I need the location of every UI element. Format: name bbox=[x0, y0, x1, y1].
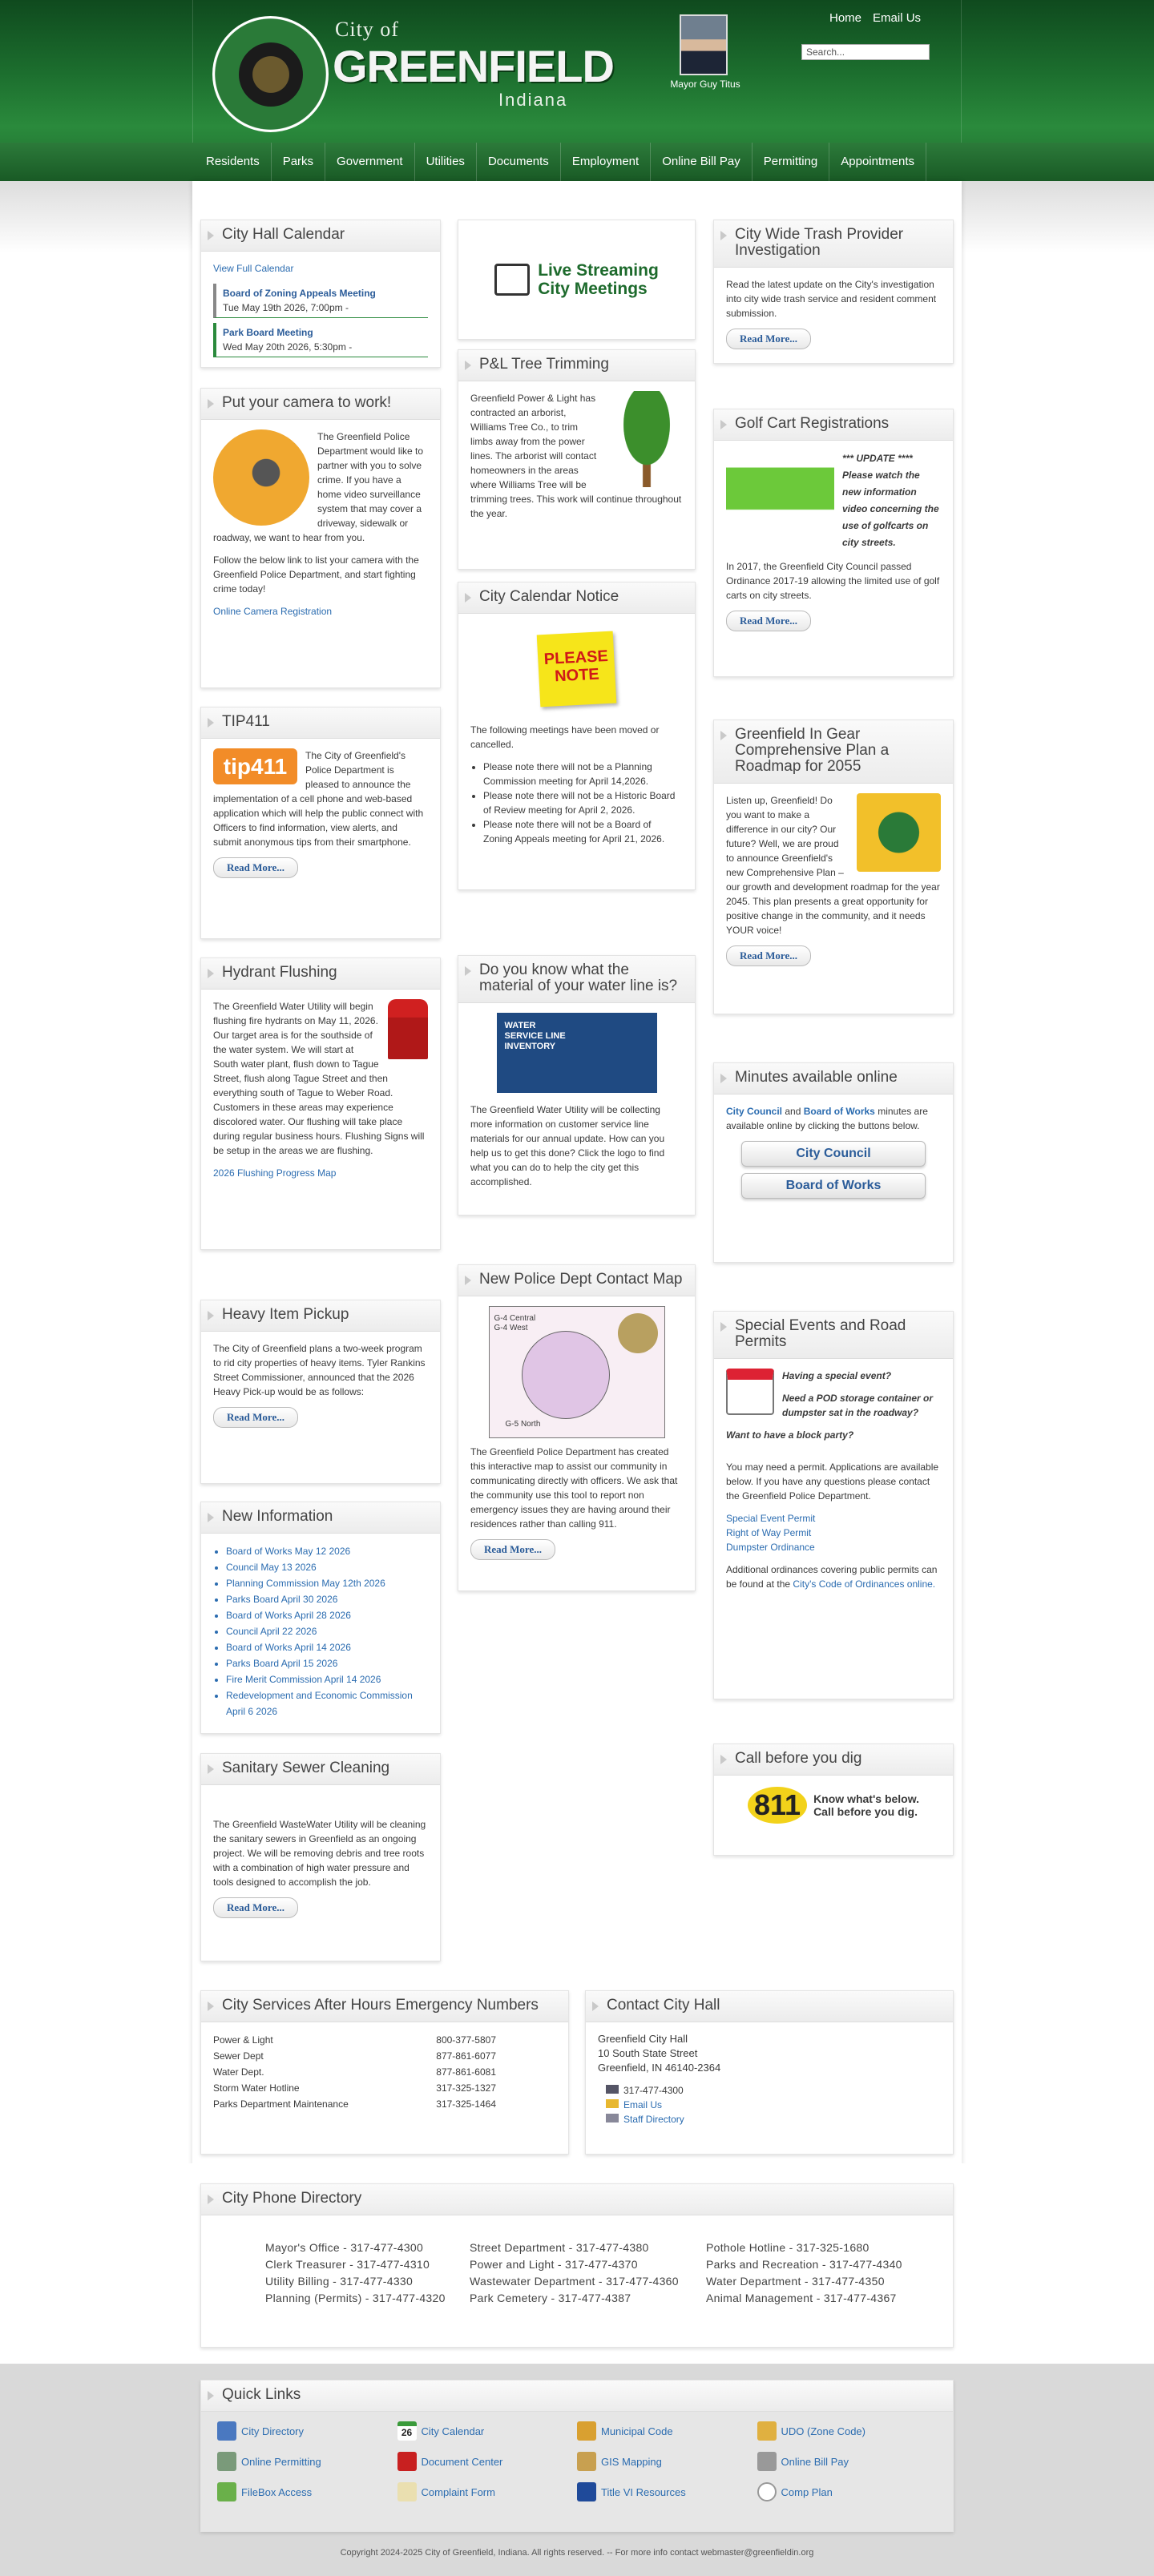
service-phone: 317-325-1464 bbox=[436, 2098, 496, 2110]
nav-parks[interactable]: Parks bbox=[272, 143, 325, 181]
calendar-notice-title: City Calendar Notice bbox=[458, 583, 695, 614]
right-of-way-permit-link[interactable]: Right of Way Permit bbox=[726, 1527, 812, 1538]
nav-online-bill-pay[interactable]: Online Bill Pay bbox=[651, 143, 753, 181]
new-info-item[interactable]: • Council May 13 2026 bbox=[226, 1559, 428, 1575]
quick-link-label: Municipal Code bbox=[601, 2425, 673, 2437]
gavel-icon bbox=[757, 2421, 777, 2441]
emergency-panel bbox=[200, 1990, 569, 2155]
service-name: Power & Light bbox=[213, 2034, 273, 2046]
quick-link-label: Online Permitting bbox=[241, 2455, 321, 2468]
directory-entry: Mayor's Office - 317-477-4300 bbox=[265, 2241, 424, 2254]
events-text: You may need a permit. Applications are available below. If you have any questions please contact the Greenfield Police Department. bbox=[726, 1461, 939, 1502]
city-name: GREENFIELD bbox=[333, 41, 614, 91]
read-more-button[interactable]: Read More... bbox=[213, 1897, 298, 1918]
main-content bbox=[192, 181, 962, 2168]
security-camera-icon bbox=[213, 429, 309, 526]
nav-documents[interactable]: Documents bbox=[477, 143, 561, 181]
service-name: Water Dept. bbox=[213, 2066, 264, 2078]
tip411-logo: tip411 bbox=[213, 748, 297, 784]
police-badge-icon bbox=[618, 1313, 658, 1353]
contact-panel bbox=[585, 1990, 954, 2155]
email-us-link[interactable]: Email Us bbox=[873, 11, 922, 25]
minutes-title: Minutes available online bbox=[714, 1063, 953, 1094]
quick-link-label: Complaint Form bbox=[421, 2485, 495, 2498]
contact-email-link[interactable]: Email Us bbox=[623, 2099, 663, 2110]
contact-address: Greenfield, IN 46140-2364 bbox=[598, 2062, 721, 2074]
police-map-panel bbox=[458, 1264, 696, 1591]
directory-entry: Parks and Recreation - 317-477-4340 bbox=[706, 2258, 902, 2271]
hydrant-panel bbox=[200, 957, 441, 1250]
map-zone bbox=[522, 1331, 610, 1419]
greenfield-in-gear-logo bbox=[857, 793, 941, 872]
minutes-panel bbox=[713, 1062, 954, 1263]
comp-plan-text: Listen up, Greenfield! Do you want to make a difference in our city? Our future? Well, we are proud to announce Greenfield's new Comprehensive Plan – our growth and development roadmap for the year 2045. This plan presents a great opportunity for positive change in the community, and it needs YOUR voice! bbox=[726, 795, 940, 936]
water-service-line-logo[interactable] bbox=[497, 1013, 657, 1093]
board-of-works-link[interactable]: Board of Works bbox=[803, 1106, 875, 1117]
logo-text: WATER bbox=[504, 1021, 536, 1030]
event-question: Need a POD storage container or dumpster sat in the roadway? bbox=[782, 1393, 934, 1418]
call-811-title: Call before you dig bbox=[714, 1744, 953, 1776]
bill-pay-icon bbox=[757, 2452, 777, 2471]
nav-appointments[interactable]: Appointments bbox=[829, 143, 926, 181]
read-more-button[interactable]: Read More... bbox=[726, 945, 811, 966]
quick-link-city-directory[interactable] bbox=[217, 2421, 397, 2441]
emergency-title: City Services After Hours Emergency Numbers bbox=[201, 1991, 568, 2022]
new-info-item[interactable]: • Fire Merit Commission April 14 2026 bbox=[226, 1671, 428, 1687]
directory-panel bbox=[200, 2183, 954, 2348]
quick-link-gis-mapping[interactable] bbox=[577, 2452, 757, 2471]
tree-trimming-panel bbox=[458, 349, 696, 570]
call-811-logo[interactable] bbox=[714, 1776, 953, 1824]
quick-link-label: City Directory bbox=[241, 2425, 305, 2437]
quick-link-complaint-form[interactable] bbox=[397, 2482, 578, 2501]
stream-line2: City Meetings bbox=[538, 280, 648, 298]
heavy-item-panel bbox=[200, 1300, 441, 1484]
camera-text-2: Follow the below link to list your camera with the Greenfield Police Department, and start fighting crime today! bbox=[213, 554, 419, 595]
directory-icon bbox=[217, 2421, 236, 2441]
call-811-panel bbox=[713, 1744, 954, 1856]
staff-icon bbox=[606, 2114, 619, 2122]
event-date: Wed May 20th 2026, 5:30pm - bbox=[223, 341, 353, 353]
quick-link-label: GIS Mapping bbox=[601, 2455, 662, 2468]
state-name: Indiana bbox=[498, 90, 568, 110]
quick-link-label: City Calendar bbox=[421, 2425, 485, 2437]
quick-link-label: FileBox Access bbox=[241, 2485, 313, 2498]
logo-text: INVENTORY bbox=[504, 1042, 556, 1051]
new-info-title: New Information bbox=[201, 1502, 440, 1534]
directory-entry: Street Department - 317-477-4380 bbox=[470, 2241, 649, 2254]
emergency-row bbox=[213, 2032, 496, 2048]
service-name: Parks Department Maintenance bbox=[213, 2098, 349, 2110]
contact-name: Greenfield City Hall bbox=[598, 2033, 688, 2045]
service-name: Storm Water Hotline bbox=[213, 2082, 300, 2094]
emergency-row bbox=[213, 2096, 496, 2112]
main-nav bbox=[0, 143, 1154, 181]
notice-item: • Please note there will not be a Historic Board of Review meeting for April 2, 2026. bbox=[483, 788, 683, 817]
calendar-event[interactable] bbox=[213, 284, 428, 318]
mayor-caption: Mayor Guy Titus bbox=[670, 79, 740, 90]
police-map-image[interactable] bbox=[489, 1306, 665, 1438]
directory-title: City Phone Directory bbox=[201, 2184, 953, 2215]
directory-entry: Water Department - 317-477-4350 bbox=[706, 2275, 885, 2288]
golf-cart-panel bbox=[713, 409, 954, 677]
directory-entry: Power and Light - 317-477-4370 bbox=[470, 2258, 638, 2271]
calendar-icon bbox=[726, 1369, 774, 1415]
sewer-text: The Greenfield WasteWater Utility will be cleaning the sanitary sewers in Greenfield as an ongoing project. We will be removing debris and tree roots with a combination of high water pressure and tools designed to accomplish the job. bbox=[213, 1819, 426, 1888]
trash-panel bbox=[713, 220, 954, 364]
811-text: Call before you dig. bbox=[813, 1805, 918, 1818]
camera-title: Put your camera to work! bbox=[201, 389, 440, 420]
golf-cart-icon bbox=[726, 450, 834, 534]
contact-title: Contact City Hall bbox=[586, 1991, 953, 2022]
quick-links-panel bbox=[200, 2380, 954, 2532]
quick-link-label: Comp Plan bbox=[781, 2485, 833, 2498]
trash-title: City Wide Trash Provider Investigation bbox=[714, 220, 953, 268]
sewer-panel bbox=[200, 1753, 441, 1961]
comp-plan-panel bbox=[713, 720, 954, 1014]
tip411-panel bbox=[200, 707, 441, 939]
read-more-button[interactable]: Read More... bbox=[726, 329, 811, 349]
new-info-item[interactable]: • Redevelopment and Economic Commission April 6 2026 bbox=[226, 1687, 428, 1719]
seal-center bbox=[239, 42, 303, 107]
directory-entry: Pothole Hotline - 317-325-1680 bbox=[706, 2241, 870, 2254]
minutes-text: minutes are available online by clicking the buttons below. bbox=[726, 1106, 928, 1131]
read-more-button[interactable]: Read More... bbox=[213, 857, 298, 878]
service-phone: 800-377-5807 bbox=[436, 2034, 496, 2046]
special-events-panel bbox=[713, 1311, 954, 1699]
staff-directory-link[interactable]: Staff Directory bbox=[623, 2114, 684, 2125]
quick-link-label: Title VI Resources bbox=[601, 2485, 686, 2498]
search-input[interactable]: Search... bbox=[801, 44, 930, 60]
tree-trimming-text: Greenfield Power & Light has contracted an arborist, Williams Tree Co., to trim limbs away from the power lines. The arborist will contact homeowners in the areas where Williams Tree will be trimming trees. This work will continue throughout the year. bbox=[470, 393, 682, 519]
city-of-label: City of bbox=[335, 18, 399, 41]
quick-link-online-bill-pay[interactable] bbox=[757, 2452, 938, 2471]
calendar-icon: 26 bbox=[397, 2421, 417, 2441]
camera-text: The Greenfield Police Department would like to partner with you to solve crime. If you have a home video surveillance system that may cover a driveway, sidewalk or roadway, we want to hear from you. bbox=[213, 431, 424, 543]
calendar-notice-panel bbox=[458, 582, 696, 890]
minutes-text: and bbox=[785, 1106, 801, 1117]
new-info-item[interactable]: • Parks Board April 15 2026 bbox=[226, 1655, 428, 1671]
read-more-button[interactable]: Read More... bbox=[726, 611, 811, 631]
notice-item: • Please note there will not be a Board of Zoning Appeals meeting for April 21, 2026. bbox=[483, 817, 683, 846]
live-stream-panel[interactable] bbox=[458, 220, 696, 340]
directory-entry: Wastewater Department - 317-477-4360 bbox=[470, 2275, 679, 2288]
filebox-icon bbox=[217, 2482, 236, 2501]
city-seal-logo[interactable] bbox=[212, 16, 329, 132]
calendar-title: City Hall Calendar bbox=[201, 220, 440, 252]
quick-link-document-center[interactable] bbox=[397, 2452, 578, 2471]
quick-link-label: Document Center bbox=[421, 2455, 503, 2468]
quick-link-city-calendar[interactable] bbox=[397, 2421, 578, 2441]
heavy-item-text: The City of Greenfield plans a two-week program to rid city properties of heavy items. Tyler Rankins Street Commissioner, announced that the 2026 Heavy Pick-up would be as follows: bbox=[213, 1343, 426, 1397]
stream-line1: Live Streaming bbox=[538, 261, 659, 280]
camera-panel bbox=[200, 388, 441, 688]
directory-entry: Park Cemetery - 317-477-4387 bbox=[470, 2292, 631, 2304]
nav-permitting[interactable]: Permitting bbox=[753, 143, 830, 181]
golf-update-text: *** UPDATE **** Please watch the new information video concerning the use of golfcarts on city streets. bbox=[842, 453, 939, 548]
new-info-item[interactable]: • Parks Board April 30 2026 bbox=[226, 1591, 428, 1607]
police-map-title: New Police Dept Contact Map bbox=[458, 1265, 695, 1296]
emergency-row bbox=[213, 2080, 496, 2096]
dumpster-ordinance-link[interactable]: Dumpster Ordinance bbox=[726, 1542, 815, 1553]
calendar-event[interactable] bbox=[213, 323, 428, 357]
water-line-text: The Greenfield Water Utility will be collecting more information on customer service line materials for our annual update. How can you help us to get this done? Click the logo to find what you can do to help the city get this accomplished. bbox=[470, 1104, 665, 1187]
tip411-text: The City of Greenfield's Police Department is pleased to announce the implementation of a cell phone and web-based application which will help the public connect with Officers to find information, view alerts, and submit anonymous tips from their smartphone. bbox=[213, 750, 424, 848]
new-info-item[interactable]: • Board of Works April 14 2026 bbox=[226, 1639, 428, 1655]
water-line-panel bbox=[458, 955, 696, 1215]
quick-link-title-vi[interactable] bbox=[577, 2482, 757, 2501]
sewer-title: Sanitary Sewer Cleaning bbox=[201, 1754, 440, 1785]
special-event-permit-link[interactable]: Special Event Permit bbox=[726, 1513, 816, 1524]
811-number: 811 bbox=[748, 1787, 807, 1824]
flushing-map-link[interactable]: 2026 Flushing Progress Map bbox=[213, 1167, 337, 1179]
gear-icon bbox=[757, 2482, 777, 2501]
hydrant-text: The Greenfield Water Utility will begin flushing fire hydrants on May 11, 2026. Our target area is for the southside of the water system. We will start at South water plant, flush down to Tague Street, flush along Tague Street and then everything south of Tague to Weber Road. Customers in these areas may experience discolored water. Our flushing will take place during regular business hours. Flushing Signs will be setup in the areas we are flushing. bbox=[213, 1001, 425, 1156]
nav-government[interactable]: Government bbox=[325, 143, 415, 181]
new-info-item[interactable]: • Board of Works May 12 2026 bbox=[226, 1543, 428, 1559]
heavy-item-title: Heavy Item Pickup bbox=[201, 1300, 440, 1332]
calendar-panel bbox=[200, 220, 441, 368]
emergency-row bbox=[213, 2064, 496, 2080]
comp-plan-title: Greenfield In Gear Comprehensive Plan a Roadmap for 2055 bbox=[714, 720, 953, 784]
quick-link-municipal-code[interactable] bbox=[577, 2421, 757, 2441]
quick-link-udo[interactable] bbox=[757, 2421, 938, 2441]
fire-hydrant-icon bbox=[388, 999, 428, 1059]
logo-text: SERVICE LINE bbox=[504, 1031, 566, 1041]
read-more-button[interactable]: Read More... bbox=[470, 1539, 555, 1560]
notice-item: • Please note there will not be a Planning Commission meeting for April 14,2026. bbox=[483, 760, 683, 788]
city-council-link[interactable]: City Council bbox=[726, 1106, 783, 1117]
event-question: Having a special event? bbox=[782, 1370, 892, 1381]
city-council-button[interactable]: City Council bbox=[741, 1141, 926, 1167]
event-date: Tue May 19th 2026, 7:00pm - bbox=[223, 302, 349, 313]
event-name: Board of Zoning Appeals Meeting bbox=[223, 288, 376, 299]
directory-entry: Clerk Treasurer - 317-477-4310 bbox=[265, 2258, 430, 2271]
nav-utilities[interactable]: Utilities bbox=[415, 143, 477, 181]
contact-phone: 317-477-4300 bbox=[623, 2085, 684, 2096]
tree-icon bbox=[611, 391, 683, 487]
special-events-title: Special Events and Road Permits bbox=[714, 1312, 953, 1359]
811-text: Know what's below. bbox=[813, 1792, 919, 1805]
board-of-works-button[interactable]: Board of Works bbox=[741, 1173, 926, 1199]
water-line-title: Do you know what the material of your water line is? bbox=[458, 956, 695, 1003]
map-label: G-4 West bbox=[494, 1324, 528, 1332]
directory-band bbox=[0, 2163, 1154, 2372]
service-name: Sewer Dept bbox=[213, 2050, 264, 2062]
trash-text: Read the latest update on the City's investigation into city wide trash service and resident comment submission. bbox=[726, 279, 937, 319]
tv-icon bbox=[494, 264, 530, 296]
please-note-sticky: PLEASE NOTE bbox=[537, 631, 617, 707]
service-phone: 877-861-6081 bbox=[436, 2066, 496, 2078]
notice-intro: The following meetings have been moved or cancelled. bbox=[470, 724, 660, 750]
golf-cart-text: In 2017, the Greenfield City Council passed Ordinance 2017-19 allowing the limited use of golf carts on city streets. bbox=[726, 561, 940, 601]
mayor-photo[interactable] bbox=[680, 14, 728, 75]
live-stream-banner bbox=[458, 220, 695, 339]
directory-entry: Planning (Permits) - 317-477-4320 bbox=[265, 2292, 446, 2304]
ordinance-text: Additional ordinances covering public permits can be found at the bbox=[726, 1564, 938, 1590]
map-label: G-4 Central bbox=[494, 1314, 536, 1323]
emergency-row bbox=[213, 2048, 496, 2064]
service-phone: 877-861-6077 bbox=[436, 2050, 496, 2062]
event-name: Park Board Meeting bbox=[223, 327, 313, 338]
map-icon bbox=[577, 2452, 596, 2471]
quick-link-online-permitting[interactable] bbox=[217, 2452, 397, 2471]
quick-link-label: UDO (Zone Code) bbox=[781, 2425, 866, 2437]
code-of-ordinances-link[interactable]: City's Code of Ordinances online. bbox=[793, 1578, 936, 1590]
contact-address: 10 South State Street bbox=[598, 2047, 698, 2059]
accessibility-icon bbox=[577, 2482, 596, 2501]
camera-registration-link[interactable]: Online Camera Registration bbox=[213, 606, 333, 617]
gavel-icon bbox=[577, 2421, 596, 2441]
phone-icon bbox=[606, 2085, 619, 2094]
read-more-button[interactable]: Read More... bbox=[213, 1407, 298, 1428]
hydrant-title: Hydrant Flushing bbox=[201, 958, 440, 990]
pdf-icon bbox=[397, 2452, 417, 2471]
tip411-title: TIP411 bbox=[201, 707, 440, 739]
view-full-calendar-link[interactable]: View Full Calendar bbox=[213, 263, 294, 274]
event-question: Want to have a block party? bbox=[726, 1429, 854, 1441]
permit-icon bbox=[217, 2452, 236, 2471]
quick-link-filebox[interactable] bbox=[217, 2482, 397, 2501]
new-info-item[interactable]: • Board of Works April 28 2026 bbox=[226, 1607, 428, 1623]
form-icon bbox=[397, 2482, 417, 2501]
directory-entry: Animal Management - 317-477-4367 bbox=[706, 2292, 897, 2304]
quick-links-title: Quick Links bbox=[201, 2380, 953, 2412]
email-icon bbox=[606, 2099, 619, 2108]
directory-entry: Utility Billing - 317-477-4330 bbox=[265, 2275, 414, 2288]
home-link[interactable]: Home bbox=[829, 11, 862, 25]
golf-cart-title: Golf Cart Registrations bbox=[714, 409, 953, 441]
new-info-panel bbox=[200, 1502, 441, 1734]
tree-trimming-title: P&L Tree Trimming bbox=[458, 350, 695, 381]
top-links bbox=[829, 11, 932, 25]
quick-links-band bbox=[0, 2364, 1154, 2576]
nav-employment[interactable]: Employment bbox=[561, 143, 651, 181]
new-info-item[interactable]: • Planning Commission May 12th 2026 bbox=[226, 1575, 428, 1591]
quick-link-label: Online Bill Pay bbox=[781, 2455, 849, 2468]
police-map-text: The Greenfield Police Department has created this interactive map to assist our community in communicating directly with officers. We ask that the community use this tool to report non emergency issues they are having around their residences rather than calling 911. bbox=[470, 1446, 678, 1530]
footer-copyright: Copyright 2024-2025 City of Greenfield, Indiana. All rights reserved. -- For more info contact webmaster@greenfieldin.org bbox=[340, 2548, 814, 2558]
new-info-item[interactable]: • Council April 22 2026 bbox=[226, 1623, 428, 1639]
quick-link-comp-plan[interactable] bbox=[757, 2482, 938, 2501]
map-label: G-5 North bbox=[505, 1420, 541, 1429]
service-phone: 317-325-1327 bbox=[436, 2082, 496, 2094]
nav-residents[interactable]: Residents bbox=[195, 143, 272, 181]
